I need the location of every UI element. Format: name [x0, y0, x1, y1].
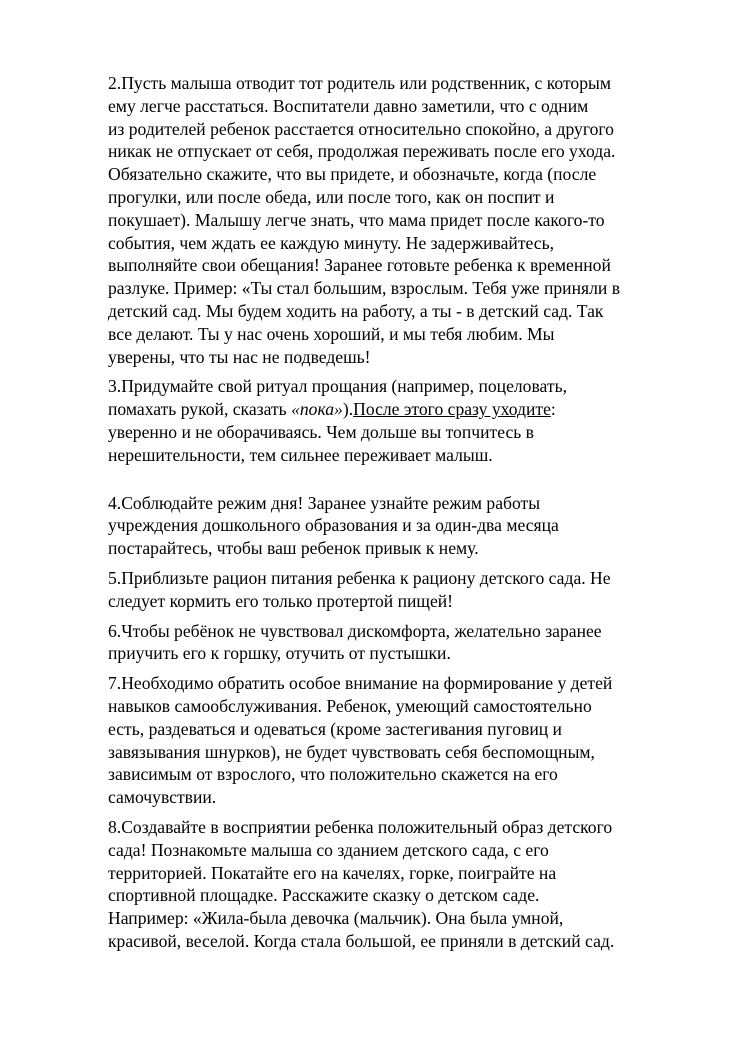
- text-line: зависимым от взрослого, что положительно скажется на его: [108, 764, 558, 785]
- text-line: территорией. Покатайте его на качелях, горке, поиграйте на: [108, 862, 557, 883]
- text-run: ).: [342, 399, 354, 420]
- text-line: 8.Создавайте в восприятии ребенка положительный образ детского: [108, 816, 613, 837]
- text-line: 3.Придумайте свой ритуал прощания (например, поцеловать,: [108, 376, 568, 397]
- text-line: Обязательно скажите, что вы придете, и обозначьте, когда (после: [108, 164, 597, 185]
- text-line: нерешительности, тем сильнее переживает малыш.: [108, 444, 493, 465]
- text-run: помахать рукой, сказать: [108, 399, 292, 420]
- text-line: приучить его к горшку, отучить от пустышки.: [108, 643, 451, 664]
- text-line: учреждения дошкольного образования и за один-два месяца: [108, 515, 559, 536]
- text-line: 7.Необходимо обратить особое внимание на формирование у детей: [108, 673, 613, 694]
- paragraph-4: [108, 492, 708, 560]
- text-line: никак не отпускает от себя, продолжая переживать после его ухода.: [108, 141, 616, 162]
- text-line: завязывания шнурков), не будет чувствовать себя беспомощным,: [108, 741, 595, 762]
- text-run: :: [550, 399, 556, 420]
- text-line: 5.Приблизьте рацион питания ребенка к рациону детского сада. Не: [108, 567, 611, 588]
- text-line: сада! Познакомьте малыша со зданием детского сада, с его: [108, 839, 549, 860]
- text-line: события, чем ждать ее каждую минуту. Не задерживайтесь,: [108, 232, 555, 253]
- italic-quote: «пока»: [291, 399, 343, 420]
- paragraph-5: [108, 567, 708, 613]
- text-line: постарайтесь, чтобы ваш ребенок привык к нему.: [108, 538, 479, 559]
- text-line: 6.Чтобы ребёнок не чувствовал дискомфорта, желательно заранее: [108, 620, 602, 641]
- document-page: [108, 72, 708, 953]
- text-line: все делают. Ты у нас очень хороший, и мы тебя любим. Мы: [108, 323, 555, 344]
- text-line: прогулки, или после обеда, или после того, как он поспит и: [108, 186, 555, 207]
- paragraph-8: [108, 816, 708, 953]
- text-line: уверены, что ты нас не подведешь!: [108, 346, 371, 367]
- text-line: красивой, веселой. Когда стала большой, ее приняли в детский сад.: [108, 930, 615, 951]
- text-line: Например: «Жила-была девочка (мальчик). Она была умной,: [108, 908, 564, 929]
- text-line: спортивной площадке. Расскажите сказку о детском саде.: [108, 885, 540, 906]
- text-line: покушает). Малышу легче знать, что мама придет после какого-то: [108, 209, 605, 230]
- text-line: разлуке. Пример: «Ты стал большим, взрослым. Тебя уже приняли в: [108, 278, 620, 299]
- text-line: самочувствии.: [108, 787, 217, 808]
- text-line: 2.Пусть малыша отводит тот родитель или родственник, с которым: [108, 73, 611, 93]
- text-line: из родителей ребенок расстается относительно спокойно, а другого: [108, 118, 614, 139]
- paragraph-2: [108, 72, 708, 368]
- text-line: детский сад. Мы будем ходить на работу, а ты - в детский сад. Так: [108, 300, 604, 321]
- text-line: 4.Соблюдайте режим дня! Заранее узнайте режим работы: [108, 492, 541, 513]
- text-line: есть, раздеваться и одеваться (кроме застегивания пуговиц и: [108, 718, 562, 739]
- text-line: уверенно и не оборачиваясь. Чем дольше вы топчитесь в: [108, 421, 534, 442]
- text-line: навыков самообслуживания. Ребенок, умеющий самостоятельно: [108, 695, 592, 716]
- text-line: ему легче расстаться. Воспитатели давно заметили, что с одним: [108, 95, 589, 116]
- underlined-instruction: После этого сразу уходите: [353, 399, 551, 420]
- paragraph-3: [108, 375, 708, 466]
- paragraph-7: [108, 672, 708, 809]
- text-line-mixed: [108, 398, 708, 421]
- text-line: следует кормить его только протертой пищей!: [108, 590, 454, 611]
- text-line: выполняйте свои обещания! Заранее готовьте ребенка к временной: [108, 255, 611, 276]
- paragraph-6: [108, 620, 708, 666]
